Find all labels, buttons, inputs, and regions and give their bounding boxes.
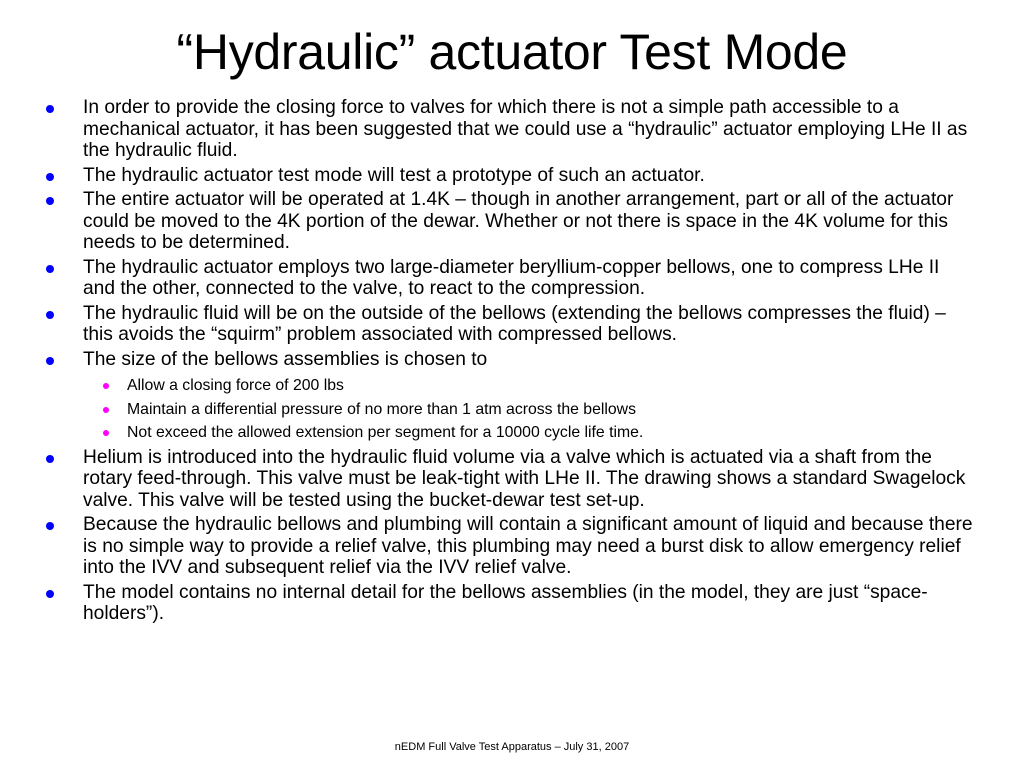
bullet-dot-icon (46, 173, 54, 181)
slide-footer: nEDM Full Valve Test Apparatus – July 31, 2007 (394, 741, 630, 753)
sub-bullet-text: Allow a closing force of 200 lbs (127, 377, 344, 394)
sub-bullet-dot-icon (103, 430, 109, 436)
bullet-dot-icon (46, 522, 54, 530)
bullet-item (45, 165, 975, 187)
bullet-dot-icon (46, 197, 54, 205)
sub-bullet-text: Maintain a differential pressure of no more than 1 atm across the bellows (127, 400, 636, 418)
bullet-item (45, 303, 975, 346)
bullet-item (45, 257, 975, 300)
bullet-text: The entire actuator will be operated at 1.4K – though in another arrangement, part or all of the actuator could be moved to the 4K portion of the dewar. Whether or not there is space in the 4K volume for this needs to be determined. (83, 189, 954, 253)
bullet-item (45, 582, 975, 625)
sub-bullet-dot-icon (103, 383, 109, 389)
sub-bullet-item (83, 421, 975, 445)
sub-bullet-item (83, 374, 975, 398)
bullet-text: The model contains no internal detail for the bellows assemblies (in the model, they are just “space-holders”). (83, 581, 928, 624)
sub-bullet-list (83, 374, 975, 445)
bullet-dot-icon (46, 455, 54, 463)
bullet-item (45, 447, 975, 512)
bullet-text: In order to provide the closing force to valves for which there is not a simple path accessible to a mechanical actuator, it has been suggested that we could use a “hydraulic” actuator employing LHe II as the hydraulic fluid. (83, 97, 968, 161)
bullet-text: The size of the bellows assemblies is chosen to (83, 348, 488, 370)
bullet-list (45, 97, 975, 628)
bullet-text: Helium is introduced into the hydraulic fluid volume via a valve which is actuated via a shaft from the rotary feed-through. This valve must be leak-tight with LHe II. The drawing shows a standard Swagelock valve. This valve will be tested using the bucket-dewar test set-up. (83, 446, 966, 511)
bullet-dot-icon (46, 265, 54, 273)
bullet-text: The hydraulic actuator test mode will test a prototype of such an actuator. (83, 164, 705, 186)
bullet-dot-icon (46, 590, 54, 598)
bullet-dot-icon (46, 357, 54, 365)
bullet-item (45, 514, 975, 579)
bullet-dot-icon (46, 311, 54, 319)
sub-bullet-text: Not exceed the allowed extension per segment for a 10000 cycle life time. (127, 424, 644, 441)
bullet-text: The hydraulic actuator employs two large-diameter beryllium-copper bellows, one to compress LHe II and the other, connected to the valve, to react to the compression. (83, 256, 940, 299)
sub-bullet-dot-icon (103, 407, 109, 413)
bullet-text: Because the hydraulic bellows and plumbing will contain a significant amount of liquid and because there is no simple way to provide a relief valve, this plumbing may need a burst disk to allow emergency relief into the IVV and subsequent relief via the IVV relief valve. (83, 514, 973, 578)
bullet-item (45, 97, 975, 162)
bullet-dot-icon (46, 105, 54, 113)
sub-bullet-item (83, 398, 975, 422)
slide-title: “Hydraulic” actuator Test Mode (176, 24, 848, 80)
bullet-item (45, 349, 975, 445)
bullet-item (45, 189, 975, 254)
bullet-text: The hydraulic fluid will be on the outside of the bellows (extending the bellows compresses the fluid) – this avoids the “squirm” problem associated with compressed bellows. (83, 302, 946, 345)
